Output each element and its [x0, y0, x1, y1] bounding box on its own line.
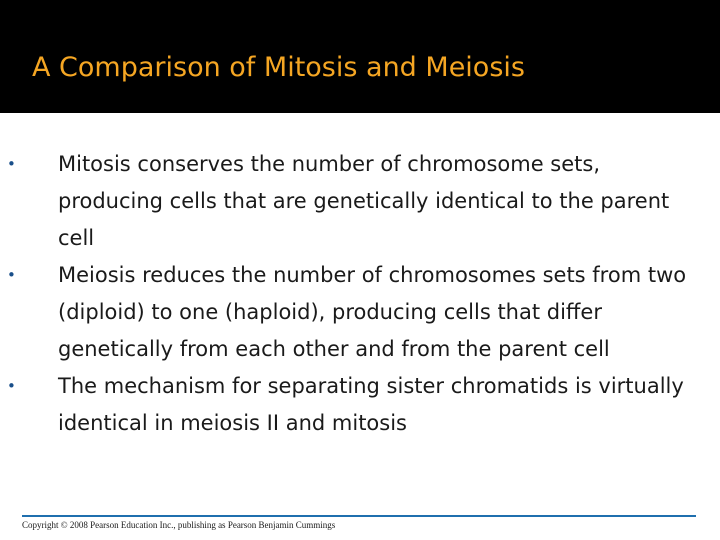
bullet-item-2	[7, 257, 698, 368]
bullet-text-2: Meiosis reduces the number of chromosomes sets from two (diploid) to one (haploid), producing cells that differ genetically from each other and from the parent cell	[58, 263, 687, 361]
bullet-text-3: The mechanism for separating sister chromatids is virtually identical in meiosis II and mitosis	[58, 374, 684, 435]
footer-divider	[22, 515, 696, 517]
slide-title: A Comparison of Mitosis and Meiosis	[32, 52, 525, 83]
title-bar	[0, 0, 720, 113]
bullet-item-1	[7, 146, 698, 257]
bullet-icon: •	[7, 155, 16, 173]
copyright-footer: Copyright © 2008 Pearson Education Inc., publishing as Pearson Benjamin Cummings	[22, 520, 336, 530]
bullet-icon: •	[7, 266, 16, 284]
bullet-icon: •	[7, 377, 16, 395]
bullet-text-1: Mitosis conserves the number of chromosome sets, producing cells that are genetically identical to the parent cell	[58, 152, 670, 250]
bullet-list	[7, 146, 698, 442]
bullet-item-3	[7, 368, 698, 442]
